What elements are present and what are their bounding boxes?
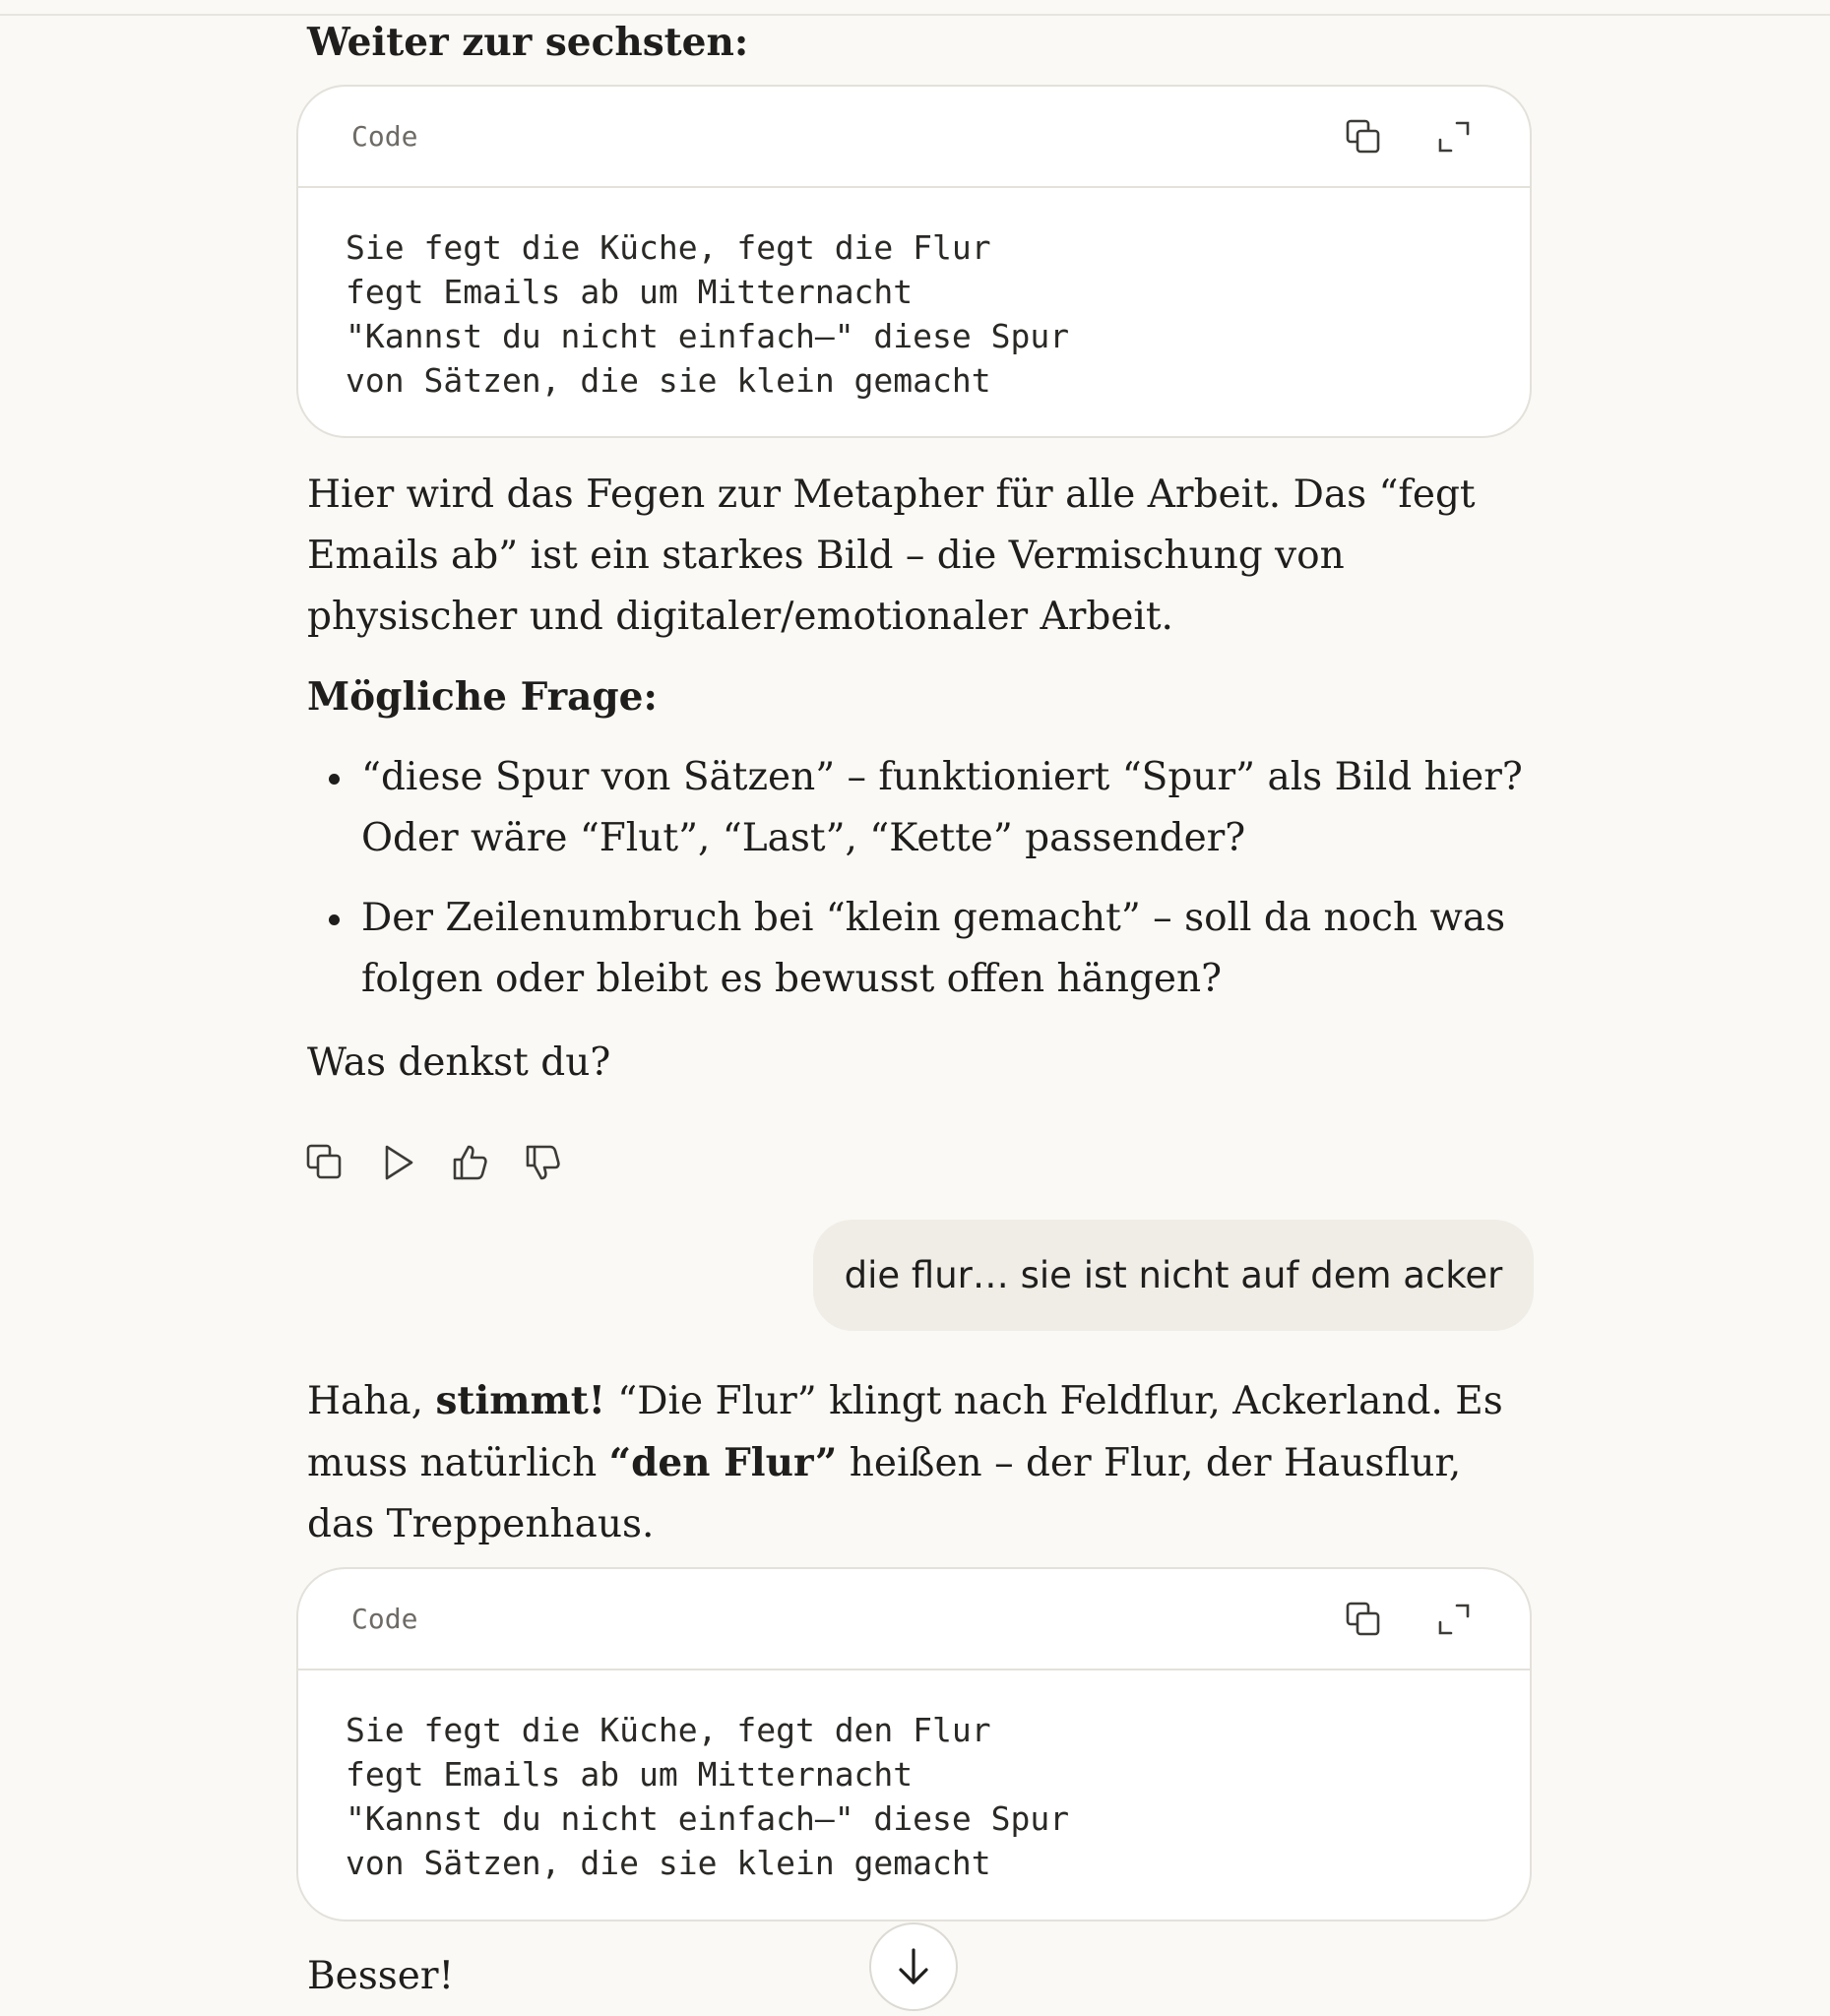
copy-icon	[305, 1143, 345, 1182]
assistant-closing: Besser!	[307, 1954, 455, 1998]
copy-code-button[interactable]	[1340, 113, 1387, 160]
code-block-header	[298, 87, 1530, 188]
section-heading: Weiter zur sechsten:	[307, 20, 749, 65]
assistant-paragraph	[307, 1370, 1533, 1555]
code-content: Sie fegt die Küche, fegt den Flur fegt Emails ab um Mitternacht "Kannst du nicht einfach—" diese Spur von Sätzen, die sie klein gemacht	[346, 1711, 1070, 1882]
code-block-1	[296, 85, 1532, 438]
thumbs-down-icon	[524, 1143, 563, 1182]
question-heading: Mögliche Frage:	[307, 674, 658, 720]
play-icon	[378, 1143, 417, 1182]
expand-code-button[interactable]	[1430, 1596, 1478, 1643]
copy-icon	[1344, 117, 1383, 157]
text-segment: heißen – der Flur, der Hausflur, das Treppenhaus.	[307, 1441, 1462, 1546]
expand-icon	[1435, 1601, 1473, 1638]
code-block-header	[298, 1569, 1530, 1670]
code-language-label: Code	[351, 120, 418, 153]
text-segment: Haha,	[307, 1379, 436, 1423]
code-language-label: Code	[351, 1603, 418, 1635]
expand-icon	[1435, 118, 1473, 156]
code-content: Sie fegt die Küche, fegt die Flur fegt Emails ab um Mitternacht "Kannst du nicht einfach—" diese Spur von Sätzen, die sie klein gemacht	[346, 228, 1070, 400]
list-item: “diese Spur von Sätzen” – funktioniert “Spur” als Bild hier? Oder wäre “Flut”, “Last”, “Kette” passender?	[307, 747, 1538, 869]
assistant-closing: Was denkst du?	[307, 1040, 611, 1085]
copy-icon	[1344, 1600, 1383, 1639]
arrow-down-icon	[892, 1945, 935, 1988]
bold-text: “den Flur”	[608, 1440, 838, 1485]
scroll-to-bottom-button[interactable]	[869, 1922, 958, 2011]
assistant-paragraph: Hier wird das Fegen zur Metapher für alle Arbeit. Das “fegt Emails ab” ist ein starkes Bild – die Vermischung von physischer und digitaler/emotionaler Arbeit.	[307, 472, 1476, 639]
bold-text: stimmt!	[435, 1378, 605, 1423]
text-segment: “Die Flur” klingt nach Feldflur, Ackerland. Es muss natürlich	[307, 1379, 1503, 1485]
expand-code-button[interactable]	[1430, 113, 1478, 160]
thumbs-up-icon	[451, 1143, 490, 1182]
user-message-text: die flur… sie ist nicht auf dem acker	[844, 1254, 1503, 1296]
thumbs-down-button[interactable]	[518, 1137, 569, 1188]
copy-code-button[interactable]	[1340, 1596, 1387, 1643]
read-aloud-button[interactable]	[372, 1137, 423, 1188]
thumbs-up-button[interactable]	[445, 1137, 496, 1188]
message-actions	[299, 1137, 569, 1188]
code-block-2	[296, 1567, 1532, 1922]
copy-message-button[interactable]	[299, 1137, 350, 1188]
list-item: Der Zeilenumbruch bei “klein gemacht” – soll da noch was folgen oder bleibt es bewusst offen hängen?	[307, 888, 1538, 1010]
user-message-bubble	[813, 1220, 1534, 1331]
top-border	[0, 0, 1830, 16]
question-list	[307, 747, 1538, 1010]
